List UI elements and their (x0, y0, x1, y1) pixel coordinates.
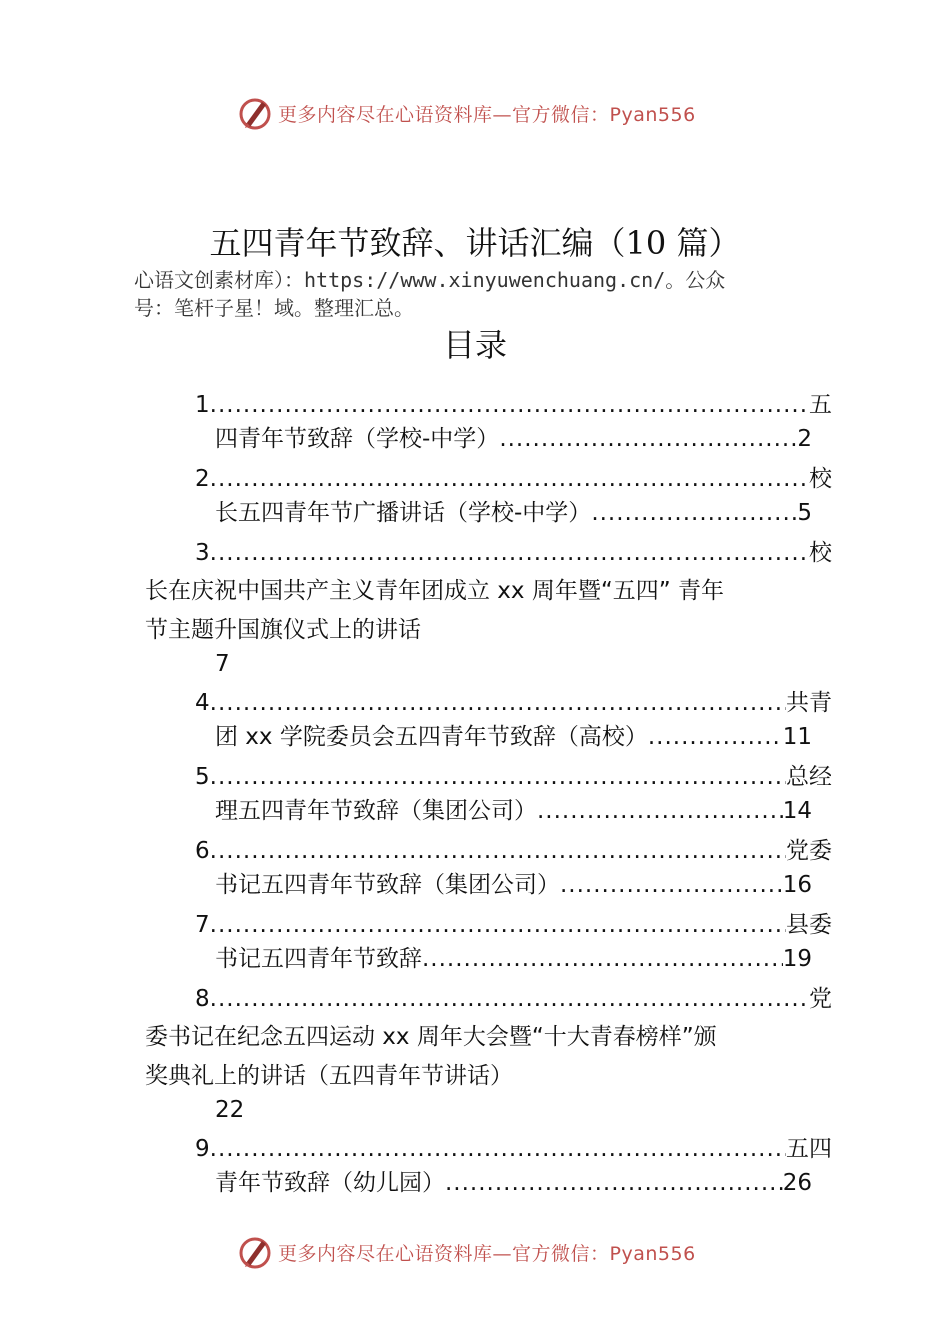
toc-leader-dots (422, 942, 783, 976)
toc-leader-dots (445, 1166, 783, 1200)
banner-text: 更多内容尽在心语资料库—官方微信：Pyan556 (278, 1243, 696, 1265)
header-banner (0, 94, 950, 134)
toc-leader-dots (210, 536, 809, 570)
toc-leader-dots (560, 868, 783, 902)
toc-entry-number: 7 (195, 912, 210, 938)
toc-entry-title-start: 校 (809, 540, 832, 566)
toc-entry-page: 7 (215, 651, 230, 677)
toc-entry-number: 1 (195, 392, 210, 418)
toc-leader-dots (648, 720, 783, 754)
toc-entry-title: 书记五四青年节致辞（集团公司） (215, 872, 560, 898)
toc-entry-page: 5 (797, 500, 812, 526)
toc-leader-dots (210, 462, 809, 496)
source-notice-line2: 号：笔杆子星！域。整理汇总。 (134, 296, 414, 320)
toc-leader-dots (210, 908, 786, 942)
toc-entry-title: 四青年节致辞（学校-中学） (215, 426, 500, 452)
toc-entry-page: 22 (215, 1097, 245, 1123)
toc-leader-dots (210, 686, 786, 720)
toc-leader-dots (499, 422, 797, 456)
toc-entry-title-start: 校 (809, 466, 832, 492)
toc-leader-dots (210, 1132, 786, 1166)
toc-entry-number: 9 (195, 1136, 210, 1162)
toc-entry-title-start: 党委 (786, 838, 832, 864)
toc-leader-dots (210, 760, 786, 794)
toc-entry-title: 书记五四青年节致辞 (215, 946, 422, 972)
toc-entry-title: 青年节致辞（幼儿园） (215, 1170, 445, 1196)
toc-entry-page: 16 (782, 872, 812, 898)
toc-heading: 目录 (442, 326, 507, 364)
toc-entry-title-start: 共青 (786, 690, 832, 716)
document-title: 五四青年节致辞、讲话汇编（10 篇） (209, 224, 741, 262)
toc-leader-dots (210, 982, 809, 1016)
pen-logo-icon (238, 1235, 272, 1269)
toc-entry-title-start: 五 (809, 392, 832, 418)
toc-entry-title: 团 xx 学院委员会五四青年节致辞（高校） (215, 724, 648, 750)
toc-entry-number: 3 (195, 540, 210, 566)
toc-entry-title-start: 五四 (786, 1136, 832, 1162)
toc-entry-page: 19 (782, 946, 812, 972)
toc-leader-dots (210, 388, 809, 422)
toc-entry-number: 8 (195, 986, 210, 1012)
toc-entry-title-cont: 节主题升国旗仪式上的讲话 (145, 617, 421, 643)
toc-entry-title: 委书记在纪念五四运动 xx 周年大会暨“十大青春榜样”颁 (145, 1024, 717, 1050)
toc-leader-dots (210, 834, 786, 868)
toc-entry-number: 6 (195, 838, 210, 864)
toc-entry-page: 14 (782, 798, 812, 824)
toc-leader-dots (537, 794, 783, 828)
toc-entry-title: 长在庆祝中国共产主义青年团成立 xx 周年暨“五四” 青年 (145, 578, 724, 604)
toc-entry-title-start: 总经 (786, 764, 832, 790)
pen-logo-icon (238, 96, 272, 130)
toc-entry-number: 5 (195, 764, 210, 790)
toc-entry-title: 理五四青年节致辞（集团公司） (215, 798, 537, 824)
toc-entry-title-start: 党 (809, 986, 832, 1012)
source-notice-line1: 心语文创素材库）：https://www.xinyuwenchuang.cn/。公众 (134, 268, 726, 292)
toc-leader-dots (591, 496, 797, 530)
footer-banner (0, 1233, 950, 1273)
toc-entry-title: 长五四青年节广播讲话（学校-中学） (215, 500, 592, 526)
toc-entry-page: 2 (797, 426, 812, 452)
toc-entry-page: 26 (782, 1170, 812, 1196)
toc-entry-title-cont: 奖典礼上的讲话（五四青年节讲话） (145, 1063, 513, 1089)
toc-entry-title-start: 县委 (786, 912, 832, 938)
toc-entry-number: 4 (195, 690, 210, 716)
toc-entry-number: 2 (195, 466, 210, 492)
banner-text: 更多内容尽在心语资料库—官方微信：Pyan556 (278, 104, 696, 126)
toc-entry-page: 11 (782, 724, 812, 750)
